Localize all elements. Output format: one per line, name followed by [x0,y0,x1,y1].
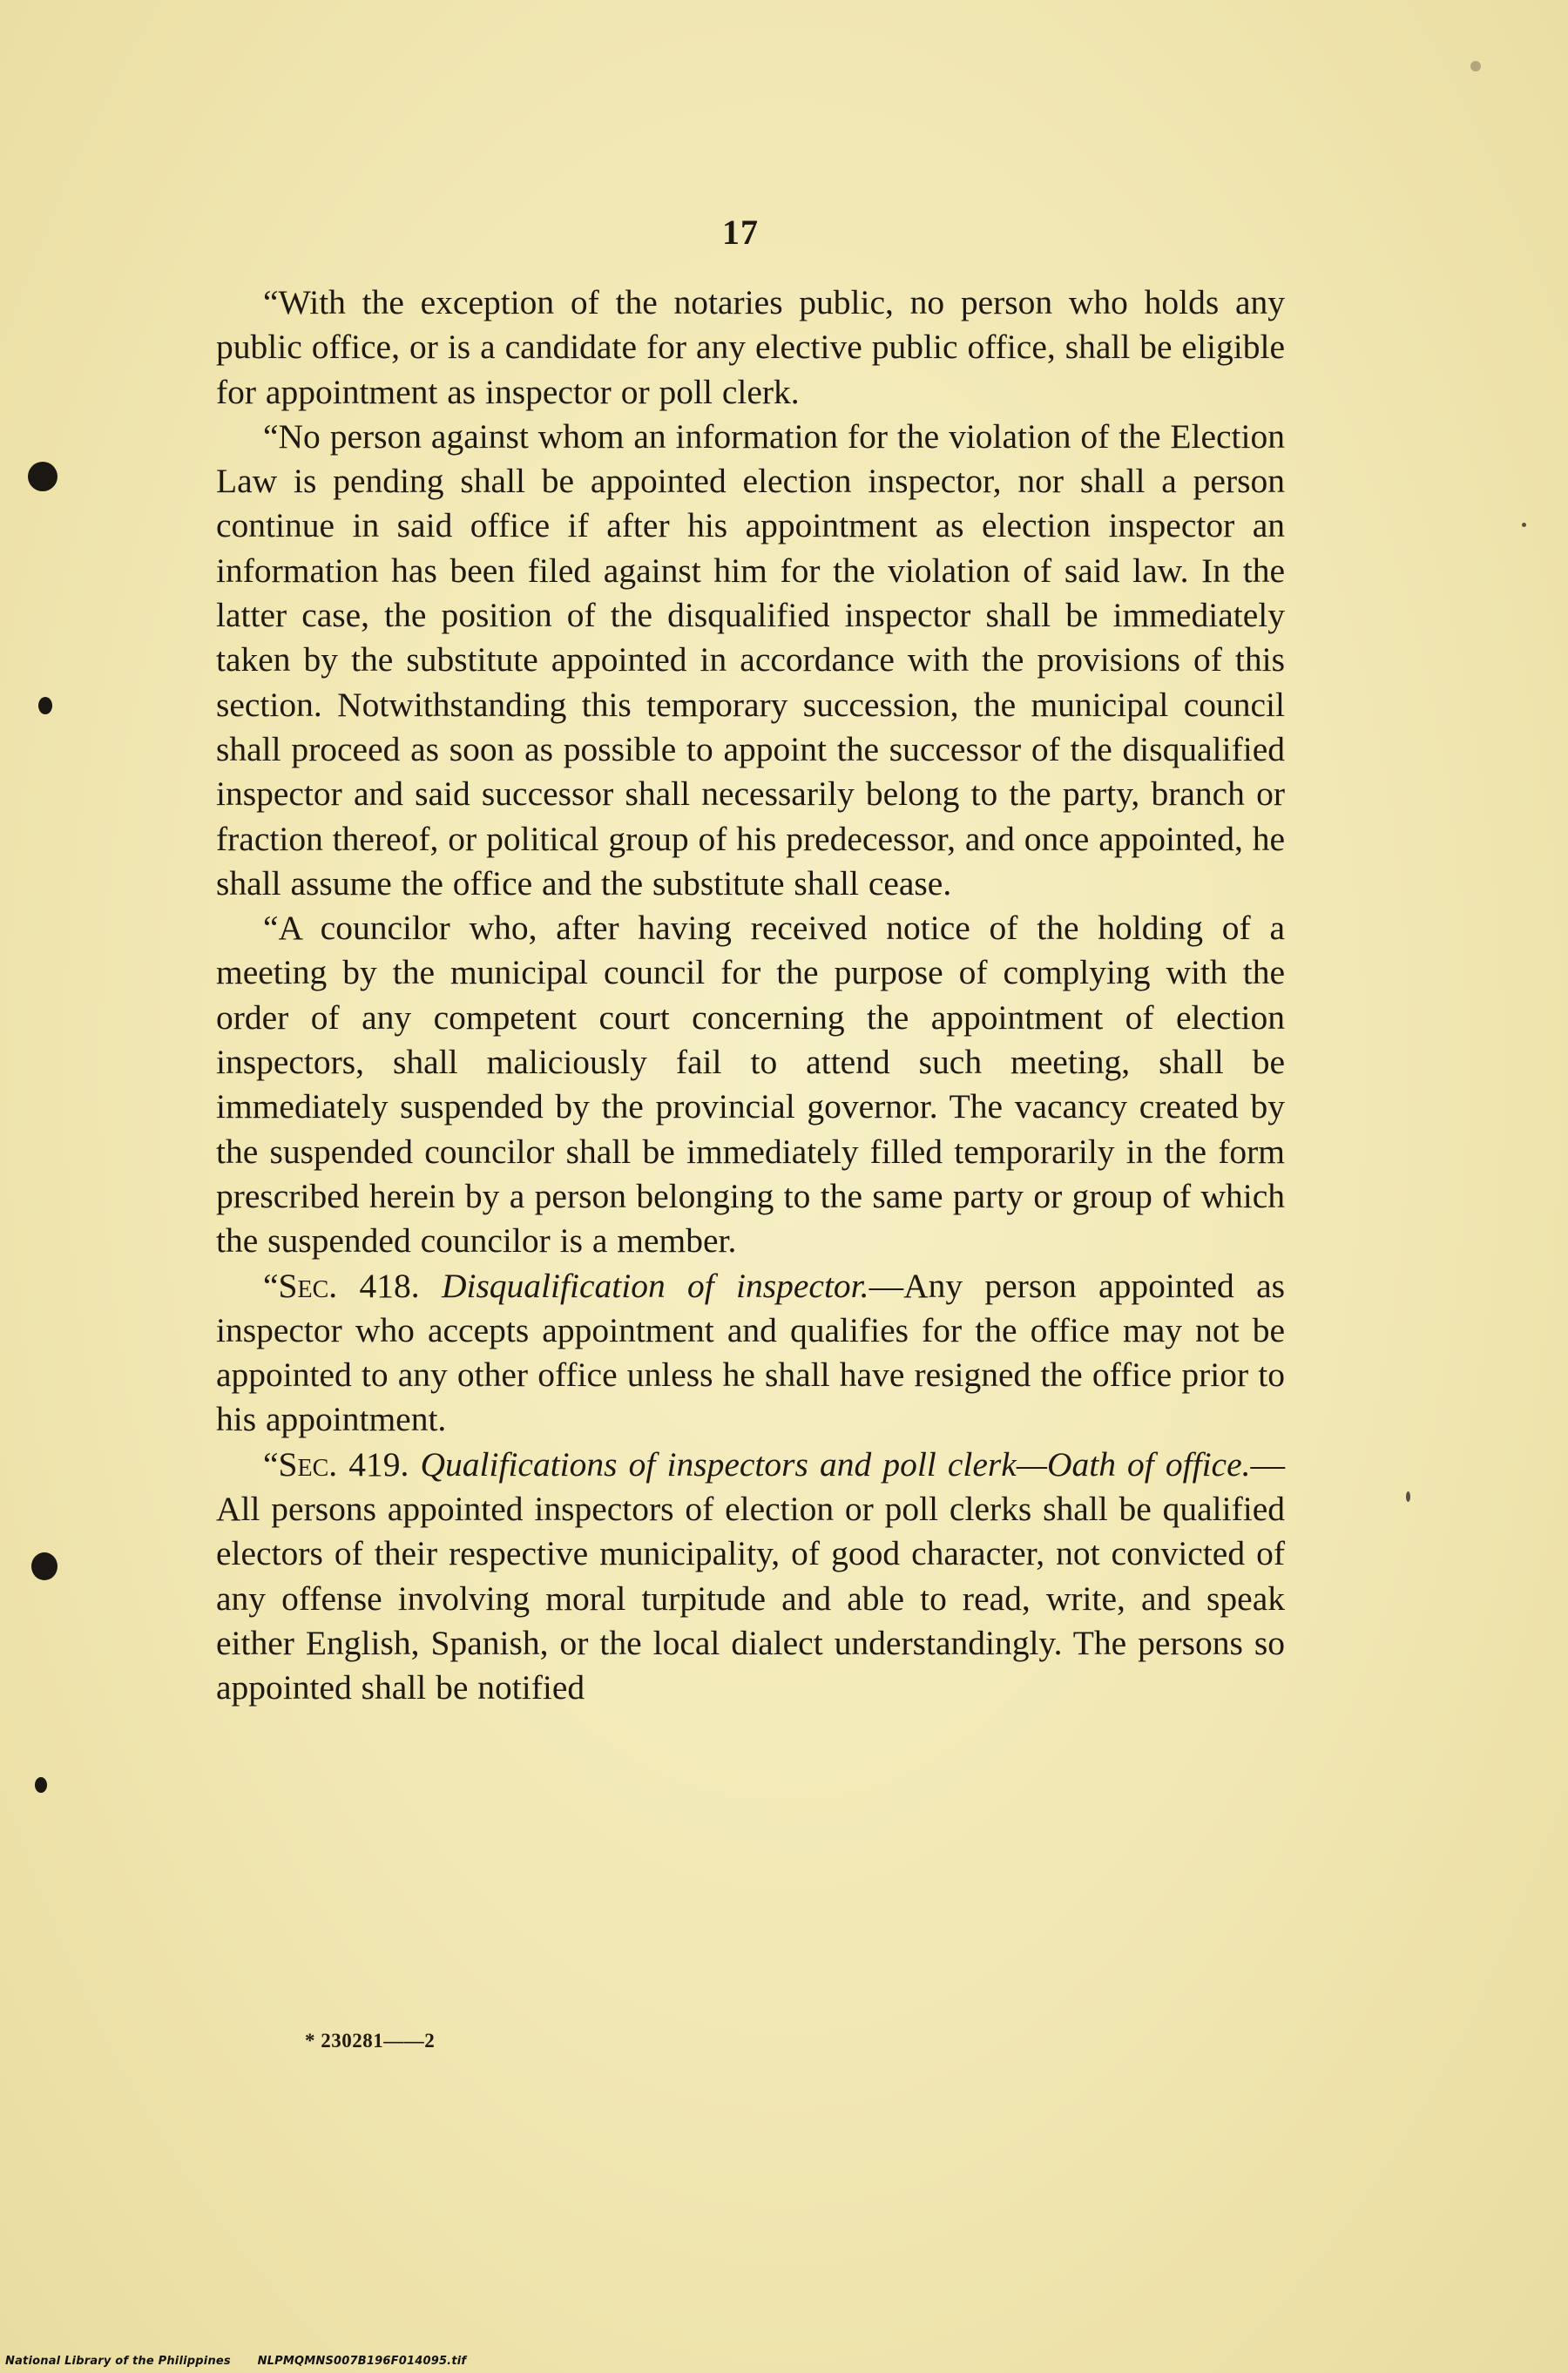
library-name: National Library of the Philippines [5,2355,231,2368]
paper-speck [1406,1491,1410,1502]
section-number: “Sec. 419. [263,1444,409,1484]
section-number: “Sec. 418. [263,1266,420,1305]
scan-filename: NLPMQMNS007B196F014095.tif [257,2355,467,2368]
page-body [216,281,1285,1711]
scan-caption [5,2355,489,2368]
paper-speck [1522,523,1526,527]
section-heading: Qualifications of inspectors and poll clerk—Oath of office. [420,1444,1251,1484]
binding-hole-2 [38,697,52,714]
printer-footnote: * 230281——2 [305,2030,436,2052]
binding-hole-3 [31,1552,57,1580]
section-heading: Disqualification of inspector. [441,1266,869,1305]
paragraph: “No person against whom an information for the violation of the Election Law is pending shall be appointed election inspector, nor shall a person continue in said office if after his appointment as election inspector an information has been filed against him for the violation of said law. In the latter case, the position of the disqualified inspector shall be immediately taken by the substitute appointed in accordance with the provisions of this section. Notwithstanding this temporary succession, the municipal council shall proceed as soon as possible to appoint the successor of the disqualified inspector and said successor shall necessarily belong to the party, branch or fraction thereof, or political group of his predecessor, and once appointed, he shall assume the office and the substitute shall cease. [216,416,1285,903]
binding-hole-1 [28,462,57,491]
paper-speck [1470,61,1481,71]
paragraph: “A councilor who, after having received notice of the holding of a meeting by the municipal council for the purpose of complying with the order of any competent court concerning the appointment of election inspectors, shall maliciously fail to attend such meeting, shall be immediately suspended by the provincial governor. The vacancy created by the suspended councilor shall be immediately filled temporarily in the form prescribed herein by a person belonging to the same party or group of which the suspended councilor is a member. [216,909,1285,1261]
section-418 [216,1264,1285,1443]
page-number: 17 [722,213,759,252]
section-text: —Any person appointed as inspector who accepts appointment and qualifies for the office may not be appointed to any other office unless he shall have resigned the office prior to his appointment. [216,1266,1286,1439]
section-419 [216,1443,1285,1711]
binding-hole-4 [35,1777,47,1793]
paragraph: “With the exception of the notaries public, no person who holds any public office, or is a candidate for any elective public office, shall be eligible for appointment as inspector or poll clerk. [216,283,1285,411]
section-text: —All persons appointed inspectors of election or poll clerks shall be qualified electors of their respective municipality, of good character, not convicted of any offense involving moral turpitude and able to read, write, and speak either English, Spanish, or the local dialect understandingly. The persons so appointed shall be notified [216,1444,1285,1707]
